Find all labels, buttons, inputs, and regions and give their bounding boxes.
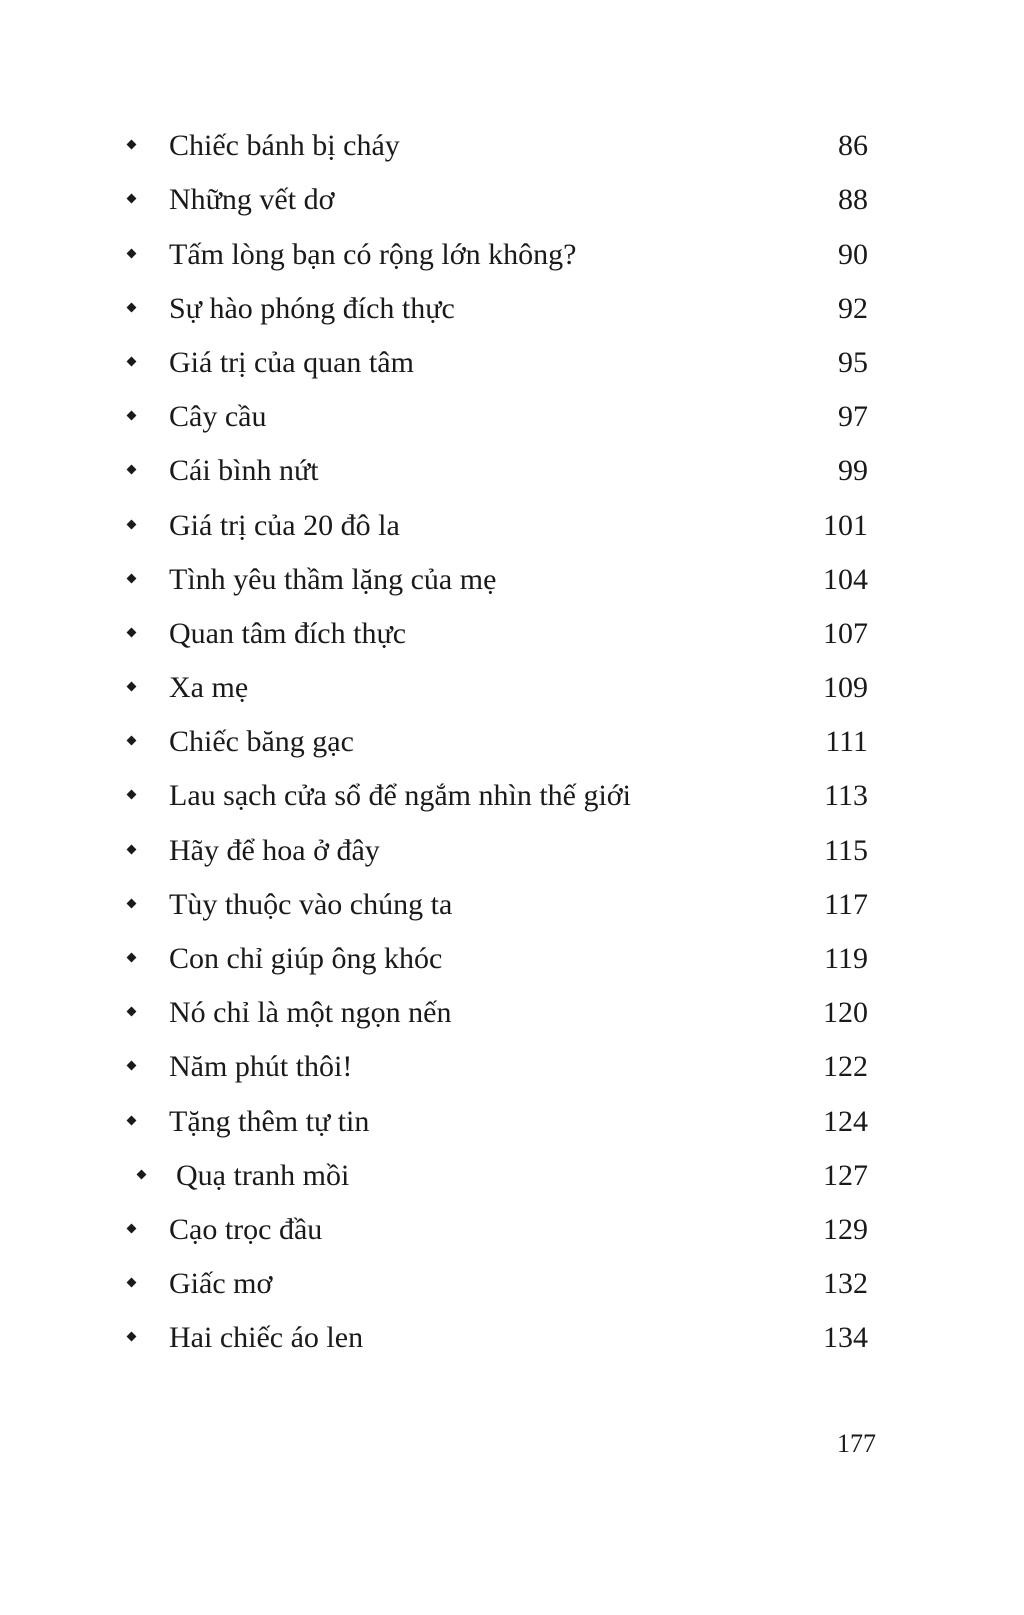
toc-entry-title: Những vết dơ <box>169 183 335 216</box>
toc-entry-title: Tình yêu thầm lặng của mẹ <box>169 563 497 596</box>
toc-entry-title: Tùy thuộc vào chúng ta <box>169 888 453 921</box>
toc-entry-page: 124 <box>823 1105 868 1138</box>
diamond-bullet-icon <box>128 1116 136 1128</box>
toc-entry <box>0 337 1024 393</box>
toc-entry-page: 101 <box>823 509 868 542</box>
toc-entry-title: Lau sạch cửa sổ để ngắm nhìn thế giới <box>169 779 631 812</box>
toc-entry <box>0 229 1024 285</box>
toc-entry <box>0 1258 1024 1314</box>
toc-entry <box>0 174 1024 230</box>
toc-entry <box>0 391 1024 447</box>
toc-entry-title: Hãy để hoa ở đây <box>169 834 380 867</box>
diamond-bullet-icon <box>128 1224 136 1236</box>
diamond-bullet-icon <box>138 1170 146 1182</box>
toc-entry <box>0 1150 1024 1206</box>
diamond-bullet-icon <box>128 520 136 532</box>
toc-entry <box>0 987 1024 1043</box>
toc-entry-title: Chiếc bánh bị cháy <box>169 129 400 162</box>
toc-entry <box>0 1096 1024 1152</box>
toc-entry <box>0 283 1024 339</box>
toc-entry-title: Con chỉ giúp ông khóc <box>169 942 443 975</box>
toc-entry <box>0 120 1024 176</box>
toc-entry-page: 119 <box>824 942 868 975</box>
toc-entry-title: Năm phút thôi! <box>169 1050 353 1083</box>
toc-entry-page: 86 <box>838 129 868 162</box>
toc-entry-title: Giấc mơ <box>169 1267 273 1300</box>
toc-entry-page: 113 <box>824 779 868 812</box>
toc-entry <box>0 1041 1024 1097</box>
diamond-bullet-icon <box>128 1332 136 1344</box>
diamond-bullet-icon <box>128 682 136 694</box>
toc-entry-page: 90 <box>838 238 868 271</box>
diamond-bullet-icon <box>128 628 136 640</box>
toc-entry-page: 97 <box>838 400 868 433</box>
toc-entry <box>0 770 1024 826</box>
toc-entry-page: 122 <box>823 1050 868 1083</box>
toc-entry-page: 127 <box>823 1159 868 1192</box>
toc-entry-title: Xa mẹ <box>169 671 249 704</box>
toc-entry-page: 134 <box>823 1321 868 1354</box>
toc-entry-title: Quan tâm đích thực <box>169 617 407 650</box>
diamond-bullet-icon <box>128 140 136 152</box>
toc-entry <box>0 716 1024 772</box>
toc-entry-page: 132 <box>823 1267 868 1300</box>
toc-entry-page: 111 <box>825 725 868 758</box>
diamond-bullet-icon <box>128 194 136 206</box>
toc-entry-title: Chiếc băng gạc <box>169 725 354 758</box>
diamond-bullet-icon <box>128 736 136 748</box>
diamond-bullet-icon <box>128 574 136 586</box>
toc-entry <box>0 1312 1024 1368</box>
toc-entry-title: Tặng thêm tự tin <box>169 1105 370 1138</box>
toc-entry-page: 120 <box>823 996 868 1029</box>
diamond-bullet-icon <box>128 953 136 965</box>
toc-entry <box>0 554 1024 610</box>
diamond-bullet-icon <box>128 249 136 261</box>
toc-entry-page: 109 <box>823 671 868 704</box>
toc-entry-title: Cạo trọc đầu <box>169 1213 323 1246</box>
diamond-bullet-icon <box>128 1278 136 1290</box>
toc-entry-page: 99 <box>838 454 868 487</box>
diamond-bullet-icon <box>128 899 136 911</box>
diamond-bullet-icon <box>128 465 136 477</box>
toc-entry-page: 115 <box>824 834 868 867</box>
toc-entry-title: Nó chỉ là một ngọn nến <box>169 996 452 1029</box>
toc-entry-title: Quạ tranh mồi <box>176 1159 350 1192</box>
toc-entry-page: 92 <box>838 292 868 325</box>
toc-entry-page: 104 <box>823 563 868 596</box>
toc-entry-title: Cái bình nứt <box>169 454 319 487</box>
toc-entry-title: Cây cầu <box>169 400 267 433</box>
toc-entry-page: 88 <box>838 183 868 216</box>
toc-entry <box>0 1204 1024 1260</box>
toc-entry <box>0 608 1024 664</box>
toc-entry-title: Tấm lòng bạn có rộng lớn không? <box>169 238 577 271</box>
diamond-bullet-icon <box>128 1007 136 1019</box>
diamond-bullet-icon <box>128 845 136 857</box>
toc-entry-title: Giá trị của quan tâm <box>169 346 414 379</box>
diamond-bullet-icon <box>128 303 136 315</box>
toc-entry-title: Sự hào phóng đích thực <box>169 292 455 325</box>
toc-entry-title: Hai chiếc áo len <box>169 1321 364 1354</box>
diamond-bullet-icon <box>128 1061 136 1073</box>
toc-entry <box>0 933 1024 989</box>
toc-entry-page: 95 <box>838 346 868 379</box>
toc-entry <box>0 445 1024 501</box>
diamond-bullet-icon <box>128 357 136 369</box>
toc-entry <box>0 662 1024 718</box>
page-number: 177 <box>837 1429 876 1458</box>
toc-entry-page: 107 <box>823 617 868 650</box>
diamond-bullet-icon <box>128 411 136 423</box>
toc-entry-page: 129 <box>823 1213 868 1246</box>
toc-entry-title: Giá trị của 20 đô la <box>169 509 400 542</box>
toc-entry <box>0 500 1024 556</box>
toc-entry-page: 117 <box>824 888 868 921</box>
toc-entry <box>0 879 1024 935</box>
diamond-bullet-icon <box>128 790 136 802</box>
toc-entry <box>0 825 1024 881</box>
